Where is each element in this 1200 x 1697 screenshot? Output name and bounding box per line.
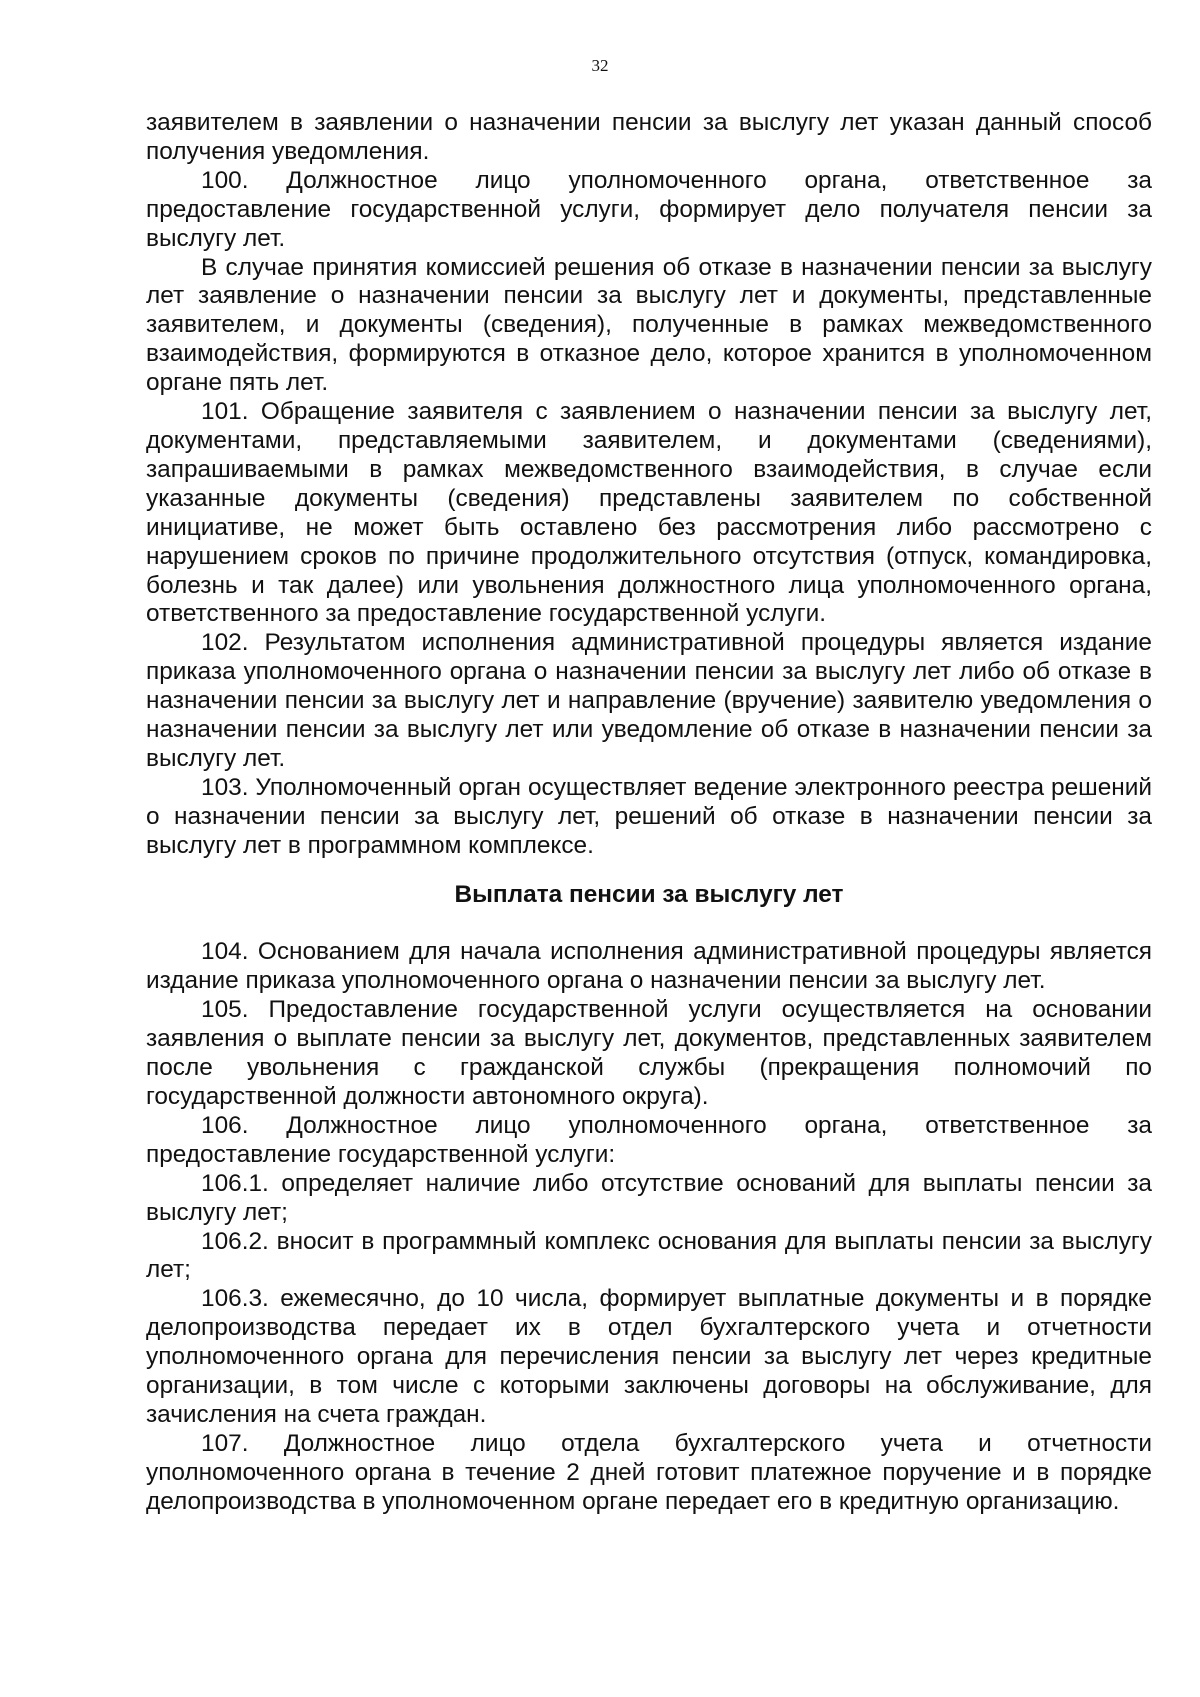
paragraph-101: 101. Обращение заявителя с заявлением о назначении пенсии за выслугу лет, документами, представляемыми заявителем, и документами (сведениями), запрашиваемыми в рамках межведомственного взаимодействия, в случае если указанные документы (сведения) представлены заявителем по собственной инициативе, не может быть оставлено без рассмотрения либо рассмотрено с нарушением сроков по причине продолжительного отсутствия (отпуск, командировка, болезнь и так далее) или увольнения должностного лица уполномоченного органа, ответственного за предоставление государственной услуги. — [146, 398, 1152, 628]
paragraph-102: 102. Результатом исполнения административной процедуры является издание приказа уполномоченного органа о назначении пенсии за выслугу лет либо об отказе в назначении пенсии за выслугу лет и направление (вручение) заявителю уведомления о назначении пенсии за выслугу лет или уведомление об отказе в назначении пенсии за выслугу лет. — [146, 629, 1152, 772]
paragraph-100: 100. Должностное лицо уполномоченного органа, ответственное за предоставление государственной услуги, формирует дело получателя пенсии за выслугу лет. — [146, 166, 1152, 252]
paragraph-104: 104. Основанием для начала исполнения административной процедуры является издание приказа уполномоченного органа о назначении пенсии за выслугу лет. — [146, 938, 1152, 995]
paragraph-106-2: 106.2. вносит в программный комплекс основания для выплаты пенсии за выслугу лет; — [146, 1227, 1152, 1284]
paragraph-refusal-case: В случае принятия комиссией решения об отказе в назначении пенсии за выслугу лет заявление о назначении пенсии за выслугу лет и документы, представленные заявителем, и документы (сведения), полученные в рамках межведомственного взаимодействия, формируются в отказное дело, которое хранится в уполномоченном органе пять лет. — [146, 253, 1152, 397]
paragraph-103: 103. Уполномоченный орган осуществляет ведение электронного реестра решений о назначении пенсии за выслугу лет, решений об отказе в назначении пенсии за выслугу лет в программном комплексе. — [146, 773, 1152, 859]
paragraph-106-1: 106.1. определяет наличие либо отсутствие оснований для выплаты пенсии за выслугу лет; — [146, 1169, 1152, 1226]
paragraph-106: 106. Должностное лицо уполномоченного органа, ответственное за предоставление государственной услуги: — [146, 1111, 1152, 1168]
document-body — [146, 109, 1152, 1517]
paragraph-105: 105. Предоставление государственной услуги осуществляется на основании заявления о выплате пенсии за выслугу лет, документов, представленных заявителем после увольнения с гражданской службы (прекращения полномочий по государственной должности автономного округа). — [146, 996, 1152, 1110]
section-heading: Выплата пенсии за выслугу лет — [454, 880, 844, 908]
paragraph-continuation: заявителем в заявлении о назначении пенсии за выслугу лет указан данный способ получения уведомления. — [146, 109, 1152, 165]
paragraph-106-3: 106.3. ежемесячно, до 10 числа, формирует выплатные документы и в порядке делопроизводства передает их в отдел бухгалтерского учета и отчетности уполномоченного органа для перечисления пенсии за выслугу лет через кредитные организации, в том числе с которыми заключены договоры на обслуживание, для зачисления на счета граждан. — [146, 1285, 1152, 1428]
page-number: 32 — [591, 56, 609, 75]
paragraph-107: 107. Должностное лицо отдела бухгалтерского учета и отчетности уполномоченного органа в течение 2 дней готовит платежное поручение и в порядке делопроизводства в уполномоченном органе передает его в кредитную организацию. — [146, 1429, 1152, 1515]
